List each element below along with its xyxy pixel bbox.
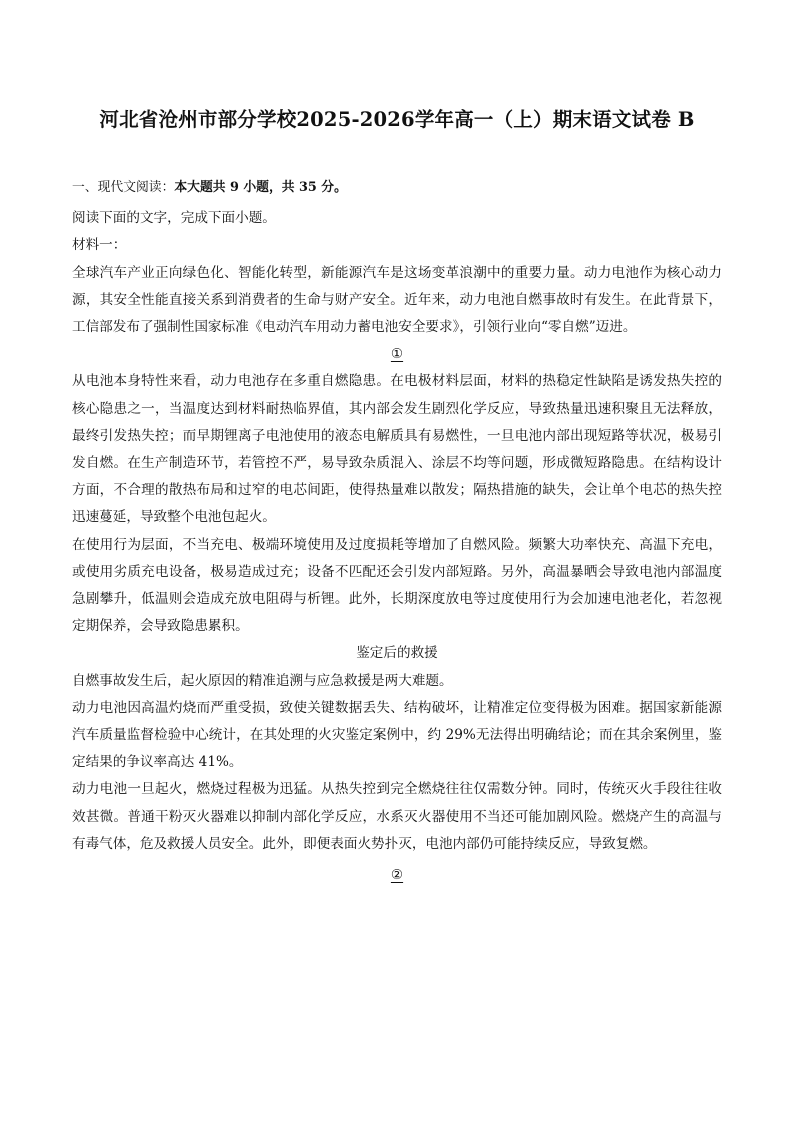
instruction-text: 阅读下面的文字，完成下面小题。 (72, 210, 276, 227)
subheading: 鉴定后的救援 (356, 645, 438, 662)
blank-marker-1-text: ① (390, 346, 404, 363)
paragraph-1: 全球汽车产业正向绿色化、智能化转型，新能源汽车是这场变革浪潮中的重要力量。动力电池作为核心动力源，其安全性能直接关系到消费者的生命与财产安全。近年来，动力电池自燃事故时有发生。在此背景下，工信部发布了强制性国家标准《电动汽车用动力蓄电池安全要求》，引领行业向“零自燃”迈进。 (72, 264, 722, 336)
section-heading (72, 174, 722, 201)
blank-marker-2 (72, 862, 722, 889)
blank-marker-1 (72, 341, 722, 368)
paragraph-5: 动力电池因高温灼烧而严重受损，致使关键数据丢失、结构破坏，让精准定位变得极为困难。据国家新能源汽车质量监督检验中心统计，在其处理的火灾鉴定案例中，约 29%无法得出明确结论；而在其余案例里，鉴定结果的争议率高达 41%。 (72, 699, 722, 771)
material-label: 材料一： (72, 237, 127, 254)
paragraph-2: 从电池本身特性来看，动力电池存在多重自燃隐患。在电极材料层面，材料的热稳定性缺陷是诱发热失控的核心隐患之一，当温度达到材料耐热临界值，其内部会发生剧烈化学反应，导致热量迅速积聚且无法释放，最终引发热失控；而早期锂离子电池使用的液态电解质具有易燃性，一旦电池内部出现短路等状况，极易引发自燃。在生产制造环节，若管控不严，易导致杂质混入、涂层不均等问题，形成微短路隐患。在结构设计方面，不合理的散热布局和过窄的电芯间距，使得热量难以散发；隔热措施的缺失，会让单个电芯的热失控迅速蔓延，导致整个电池包起火。 (72, 373, 722, 526)
document-body (72, 174, 722, 889)
section-heading-prefix: 一、现代文阅读： (72, 180, 175, 195)
section-heading-detail: 本大题共 9 小题，共 35 分。 (174, 180, 347, 195)
paragraph-6: 动力电池一旦起火，燃烧过程极为迅猛。从热失控到完全燃烧往往仅需数分钟。同时，传统灭火手段往往收效甚微。普通干粉灭火器难以抑制内部化学反应，水系灭火器使用不当还可能加剧风险。燃烧产生的高温与有毒气体，危及救援人员安全。此外，即便表面火势扑灭，电池内部仍可能持续反应，导致复燃。 (72, 781, 722, 852)
document-title: 河北省沧州市部分学校2025-2026学年高一（上）期末语文试卷 B (99, 108, 695, 131)
paragraph-3: 在使用行为层面，不当充电、极端环境使用及过度损耗等增加了自燃风险。频繁大功率快充、高温下充电，或使用劣质充电设备，极易造成过充；设备不匹配还会引发内部短路。另外，高温暴晒会导致电池内部温度急剧攀升，低温则会造成充放电阻碍与析锂。此外，长期深度放电等过度使用行为会加速电池老化，若忽视定期保养，会导致隐患累积。 (72, 536, 722, 635)
blank-marker-2-text: ② (390, 867, 404, 884)
paragraph-4: 自燃事故发生后，起火原因的精准追溯与应急救援是两大难题。 (72, 672, 453, 689)
